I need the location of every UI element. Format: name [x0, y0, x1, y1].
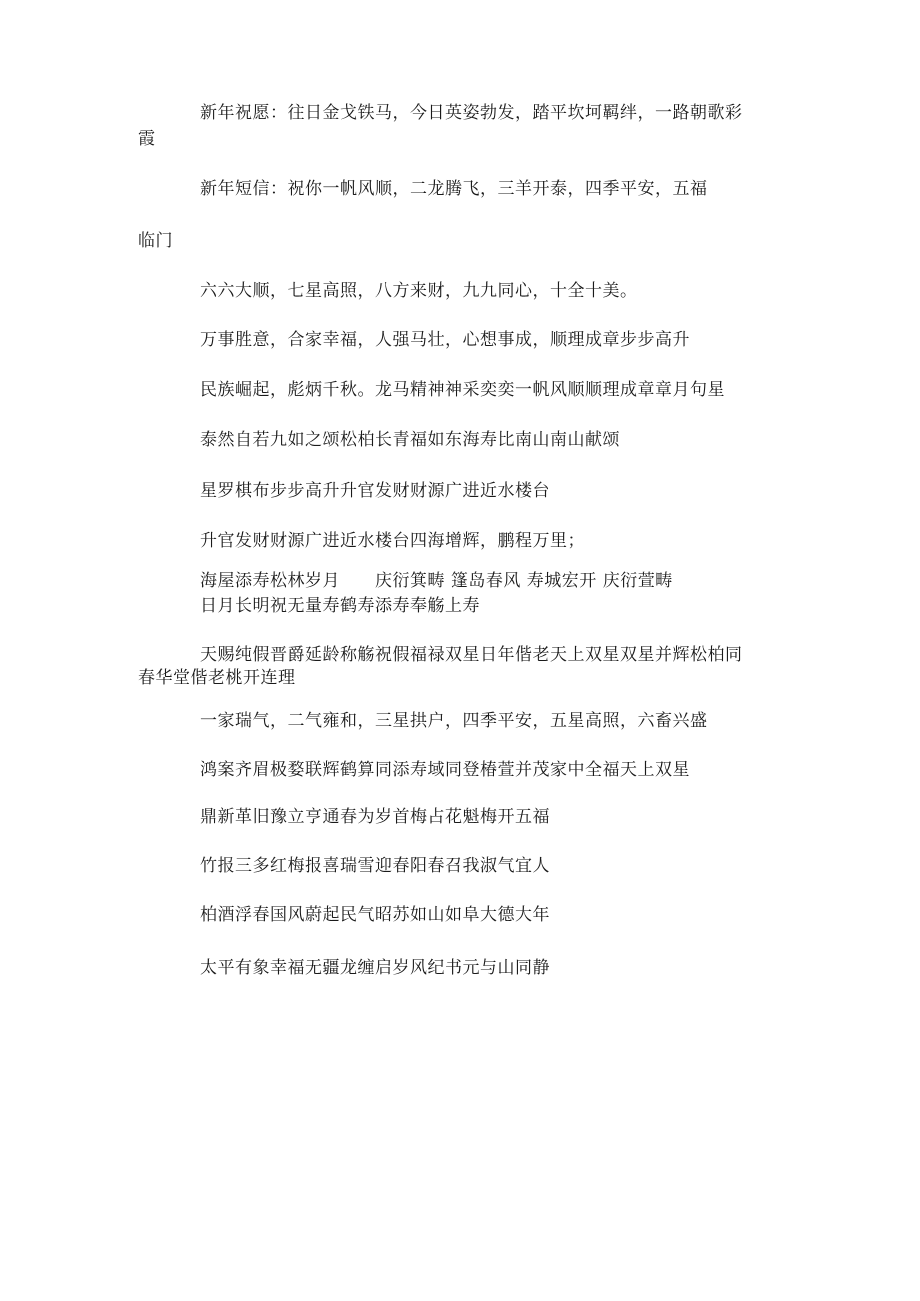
text-line: 星罗棋布步步高升升官发财财源广进近水楼台 [200, 481, 550, 501]
text-line: 六六大顺，七星高照，八方来财，九九同心，十全十美。 [200, 281, 638, 301]
text-line: 天赐纯假晋爵延龄称觞祝假福禄双星日年偕老天上双星双星并辉松柏同 [200, 645, 743, 665]
text-line: 鼎新革旧豫立亨通春为岁首梅占花魁梅开五福 [200, 807, 550, 827]
text-line: 万事胜意，合家幸福，人强马壮，心想事成，顺理成章步步高升 [200, 330, 690, 350]
text-line: 泰然自若九如之颂松柏长青福如东海寿比南山南山献颂 [200, 430, 620, 450]
text-line: 柏酒浮春国风蔚起民气昭苏如山如阜大德大年 [200, 905, 550, 925]
text-line: 新年祝愿：往日金戈铁马，今日英姿勃发，踏平坎坷羁绊，一路朝歌彩 [200, 103, 743, 123]
text-line: 春华堂偕老桃开连理 [138, 668, 296, 688]
text-line: 鸿案齐眉极婺联辉鹤算同添寿域同登椿萱并茂家中全福天上双星 [200, 760, 690, 780]
text-line: 新年短信：祝你一帆风顺，二龙腾飞，三羊开泰，四季平安，五福 [200, 179, 708, 199]
text-line: 太平有象幸福无疆龙缠启岁风纪书元与山同静 [200, 958, 550, 978]
text-line: 民族崛起，彪炳千秋。龙马精神神采奕奕一帆风顺顺理成章章月句星 [200, 380, 725, 400]
text-line: 临门 [138, 231, 173, 251]
text-line: 竹报三多红梅报喜瑞雪迎春阳春召我淑气宜人 [200, 856, 550, 876]
text-line: 海屋添寿松林岁月 庆衍箕畴 篷岛春风 寿城宏开 庆衍萱畴 [200, 571, 673, 591]
text-line: 霞 [138, 129, 156, 149]
text-line: 日月长明祝无量寿鹤寿添寿奉觞上寿 [200, 596, 480, 616]
text-line: 升官发财财源广进近水楼台四海增辉，鹏程万里； [200, 531, 585, 551]
text-line: 一家瑞气，二气雍和，三星拱户，四季平安，五星高照，六畜兴盛 [200, 711, 708, 731]
